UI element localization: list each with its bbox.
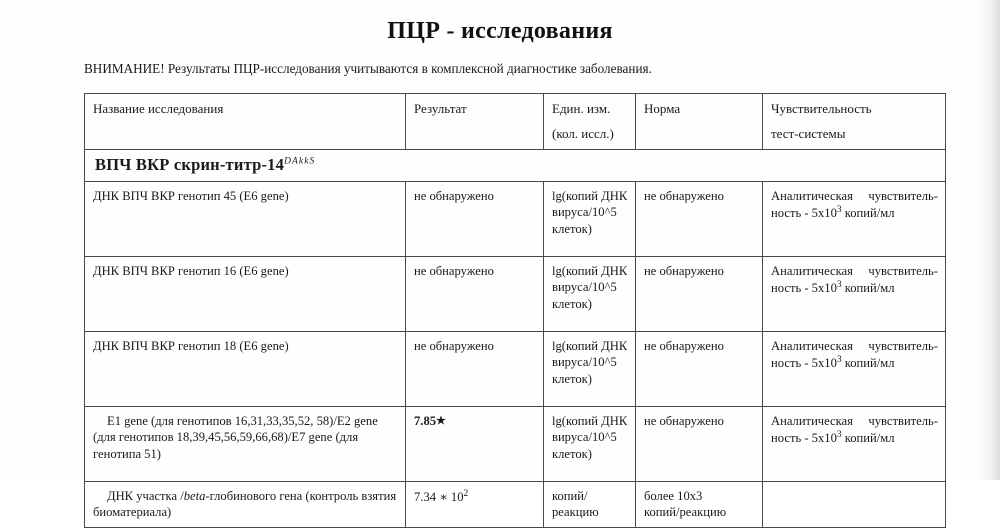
column-header-units <box>544 94 636 150</box>
row-units: lg(копий ДНК вируса/10^5 клеток) <box>544 256 636 331</box>
section-title-superscript: DAkkS <box>284 156 316 167</box>
row-sensitivity <box>763 181 946 256</box>
column-header-name: Название исследования <box>85 94 406 150</box>
row-result: не обнаружено <box>406 181 544 256</box>
row-norm: не обнаружено <box>636 406 763 481</box>
table-row <box>85 331 946 406</box>
row-result <box>406 481 544 527</box>
column-header-units-line1: Един. изм. <box>552 101 611 116</box>
column-header-sensitivity <box>763 94 946 150</box>
column-header-sensitivity-line1: Чувствительность <box>771 101 872 116</box>
table-row <box>85 481 946 527</box>
row-result <box>406 406 544 481</box>
column-header-sensitivity-line2: тест-системы <box>771 126 846 142</box>
row-units: копий/реакцию <box>544 481 636 527</box>
row-sensitivity-text: Аналитическая чувствитель-ность - 5x10 <box>771 263 938 296</box>
row-sensitivity-suffix: копий/мл <box>841 206 895 221</box>
row-name-prefix: ДНК участка / <box>107 488 184 503</box>
row-sensitivity <box>763 406 946 481</box>
row-sensitivity-text: Аналитическая чувствитель-ность - 5x10 <box>771 413 938 446</box>
column-header-result: Результат <box>406 94 544 150</box>
row-result-exponent: 2 <box>463 488 469 499</box>
row-norm-line2: копий/реакцию <box>644 505 727 520</box>
page-title: ПЦР - исследования <box>387 18 613 44</box>
row-sensitivity-exponent: 3 <box>836 280 842 291</box>
row-result: не обнаружено <box>406 331 544 406</box>
row-units: lg(копий ДНК вируса/10^5 клеток) <box>544 406 636 481</box>
row-units: lg(копий ДНК вируса/10^5 клеток) <box>544 331 636 406</box>
row-sensitivity-text: Аналитическая чувствитель-ность - 5x10 <box>771 338 938 371</box>
table-row <box>85 406 946 481</box>
row-sensitivity-exponent: 3 <box>836 355 842 366</box>
row-sensitivity-suffix: копий/мл <box>841 431 895 446</box>
row-sensitivity-suffix: копий/мл <box>841 356 895 371</box>
row-name <box>85 481 406 527</box>
row-result-value: 7.85 <box>414 413 437 428</box>
row-norm-line1: более 10x3 <box>644 488 703 503</box>
row-norm <box>636 481 763 527</box>
row-name-suffix: -глобинового гена (контроль взятия биоматериала) <box>93 488 397 520</box>
row-units: lg(копий ДНК вируса/10^5 клеток) <box>544 181 636 256</box>
table-row <box>85 256 946 331</box>
row-sensitivity <box>763 331 946 406</box>
row-sensitivity-exponent: 3 <box>836 430 842 441</box>
section-title-label: ВПЧ ВКР скрин-титр-14 <box>95 154 285 174</box>
section-title-cell <box>85 149 946 181</box>
section-title-row <box>85 149 946 181</box>
row-name: E1 gene (для генотипов 16,31,33,35,52, 58)/E2 gene (для генотипов 18,39,45,56,59,66,68)/E7 gene (для генотипа 51) <box>85 406 406 481</box>
pcr-results-table <box>84 93 946 528</box>
attention-notice: ВНИМАНИЕ! Результаты ПЦР-исследования учитываются в комплексной диагностике заболевания. <box>84 61 652 76</box>
row-sensitivity-text: Аналитическая чувствитель-ность - 5x10 <box>771 188 938 221</box>
row-name: ДНК ВПЧ ВКР генотип 18 (E6 gene) <box>85 331 406 406</box>
row-norm: не обнаружено <box>636 331 763 406</box>
row-name-italic: beta <box>183 488 206 503</box>
row-result-value: 7.34 ∗ 10 <box>414 489 464 504</box>
row-sensitivity-suffix: копий/мл <box>841 281 895 296</box>
table-row <box>85 181 946 256</box>
column-header-norm: Норма <box>636 94 763 150</box>
row-sensitivity-exponent: 3 <box>836 205 842 216</box>
row-sensitivity <box>763 481 946 527</box>
column-header-units-line2: (кол. иссл.) <box>552 126 614 142</box>
row-sensitivity <box>763 256 946 331</box>
row-result: не обнаружено <box>406 256 544 331</box>
row-norm: не обнаружено <box>636 181 763 256</box>
row-name: ДНК ВПЧ ВКР генотип 45 (E6 gene) <box>85 181 406 256</box>
row-name: ДНК ВПЧ ВКР генотип 16 (E6 gene) <box>85 256 406 331</box>
scan-edge-shading <box>978 0 1000 480</box>
table-header-row <box>85 94 946 150</box>
row-norm: не обнаружено <box>636 256 763 331</box>
row-result-marker-icon: ★ <box>436 414 446 427</box>
